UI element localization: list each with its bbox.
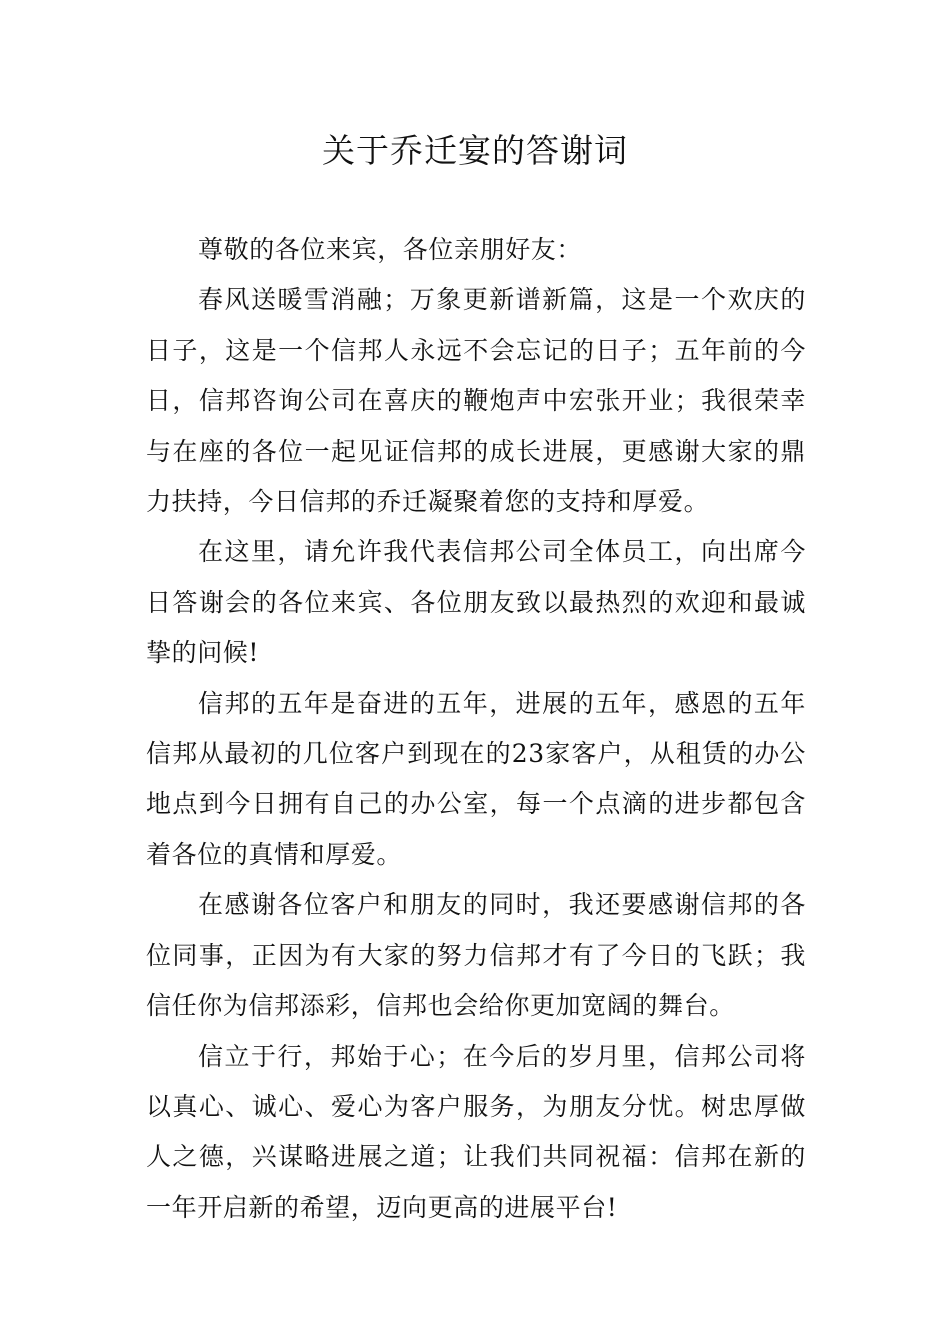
paragraph-opening: 春风送暖雪消融；万象更新谱新篇，这是一个欢庆的日子，这是一个信邦人永远不会忘记的日子；五年前的今日，信邦咨询公司在喜庆的鞭炮声中宏张开业；我很荣幸与在座的各位一起见证信邦的成长进展，更感谢大家的鼎力扶持，今日信邦的乔迁凝聚着您的支持和厚爱。: [146, 285, 806, 517]
document-body: [146, 225, 806, 1233]
document-title: 关于乔迁宴的答谢词: [322, 131, 628, 170]
paragraph-welcome: 在这里，请允许我代表信邦公司全体员工，向出席今日答谢会的各位来宾、各位朋友致以最热烈的欢迎和最诚挚的问候!: [146, 537, 806, 668]
paragraph-salutation: 尊敬的各位来宾，各位亲朋好友：: [198, 235, 583, 264]
paragraph-closing: 信立于行，邦始于心；在今后的岁月里，信邦公司将以真心、诚心、爱心为客户服务，为朋友分忧。树忠厚做人之德，兴谋略进展之道；让我们共同祝福：信邦在新的一年开启新的希望，迈向更高的进展平台!: [146, 1041, 806, 1222]
paragraph-thanks-colleagues: 在感谢各位客户和朋友的同时，我还要感谢信邦的各位同事，正因为有大家的努力信邦才有了今日的飞跃；我信任你为信邦添彩，信邦也会给你更加宽阔的舞台。: [146, 890, 806, 1021]
paragraph-five-years: 信邦的五年是奋进的五年，进展的五年，感恩的五年信邦从最初的几位客户到现在的23家客户，从租赁的办公地点到今日拥有自己的办公室，每一个点滴的进步都包含着各位的真情和厚爱。: [146, 688, 806, 869]
